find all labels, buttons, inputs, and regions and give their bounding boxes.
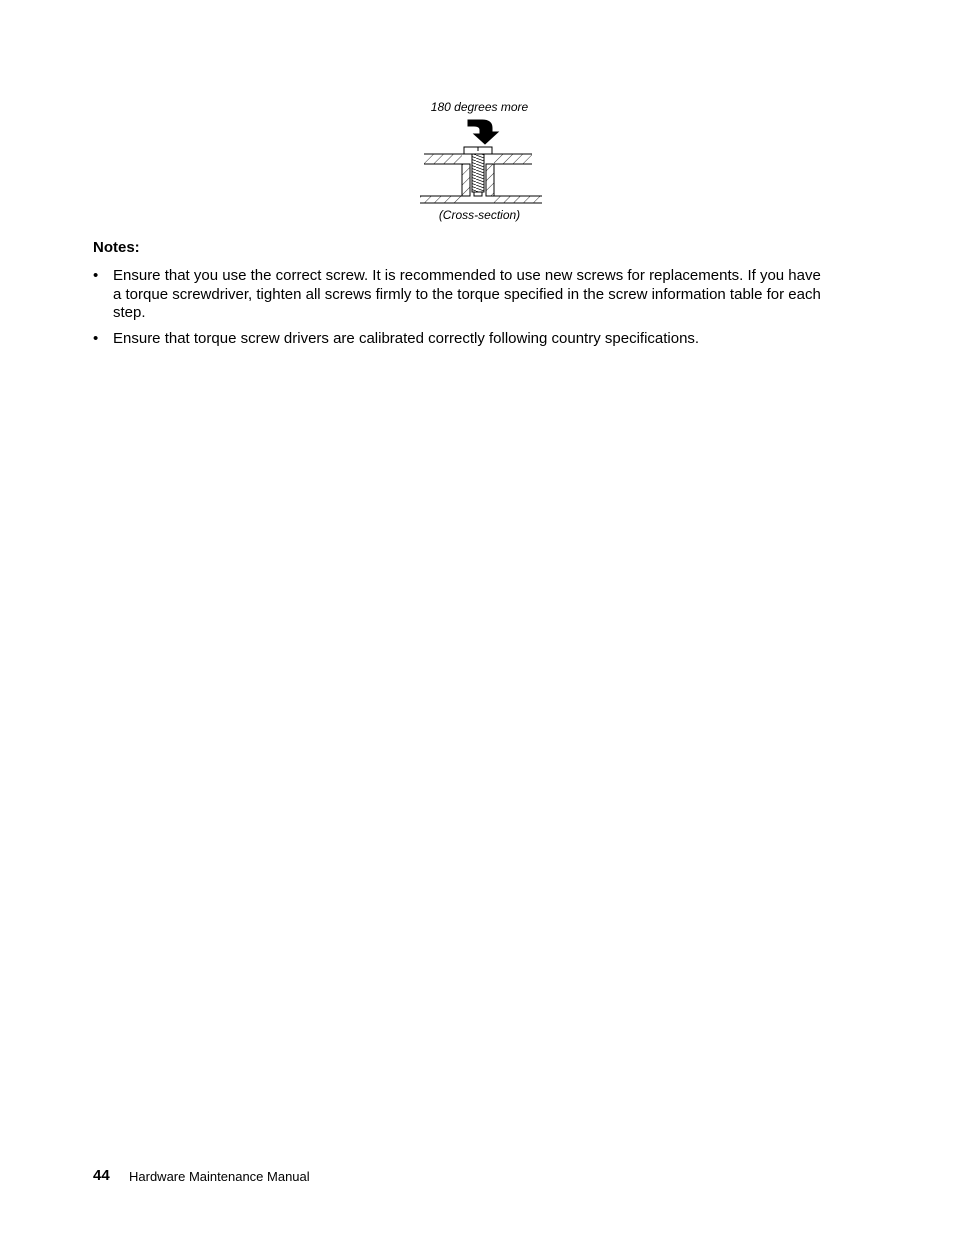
note-text: Ensure that torque screw drivers are calibrated correctly following country specifications.: [113, 329, 700, 347]
figure-caption-rotation: 180 degrees more: [430, 100, 529, 114]
note-text: Ensure that you use the correct screw. It is recommended to use new screws for replacements. If you have a torque screwdriver, tighten all screws firmly to the torque specified in the screw information table for each step.: [113, 267, 821, 321]
notes-list: [93, 267, 833, 355]
figure-caption-cross-section: (Cross-section): [438, 208, 521, 222]
note-item-screw: [93, 267, 833, 323]
notes-heading: Notes:: [93, 239, 140, 256]
bullet-icon: •: [93, 329, 99, 347]
bullet-icon: •: [93, 267, 99, 284]
screw-cross-section-icon: [412, 116, 547, 208]
manual-title: Hardware Maintenance Manual: [129, 1169, 310, 1184]
page-number: 44: [93, 1167, 110, 1184]
note-item-calibration: [93, 330, 833, 349]
screw-figure: [412, 96, 547, 228]
